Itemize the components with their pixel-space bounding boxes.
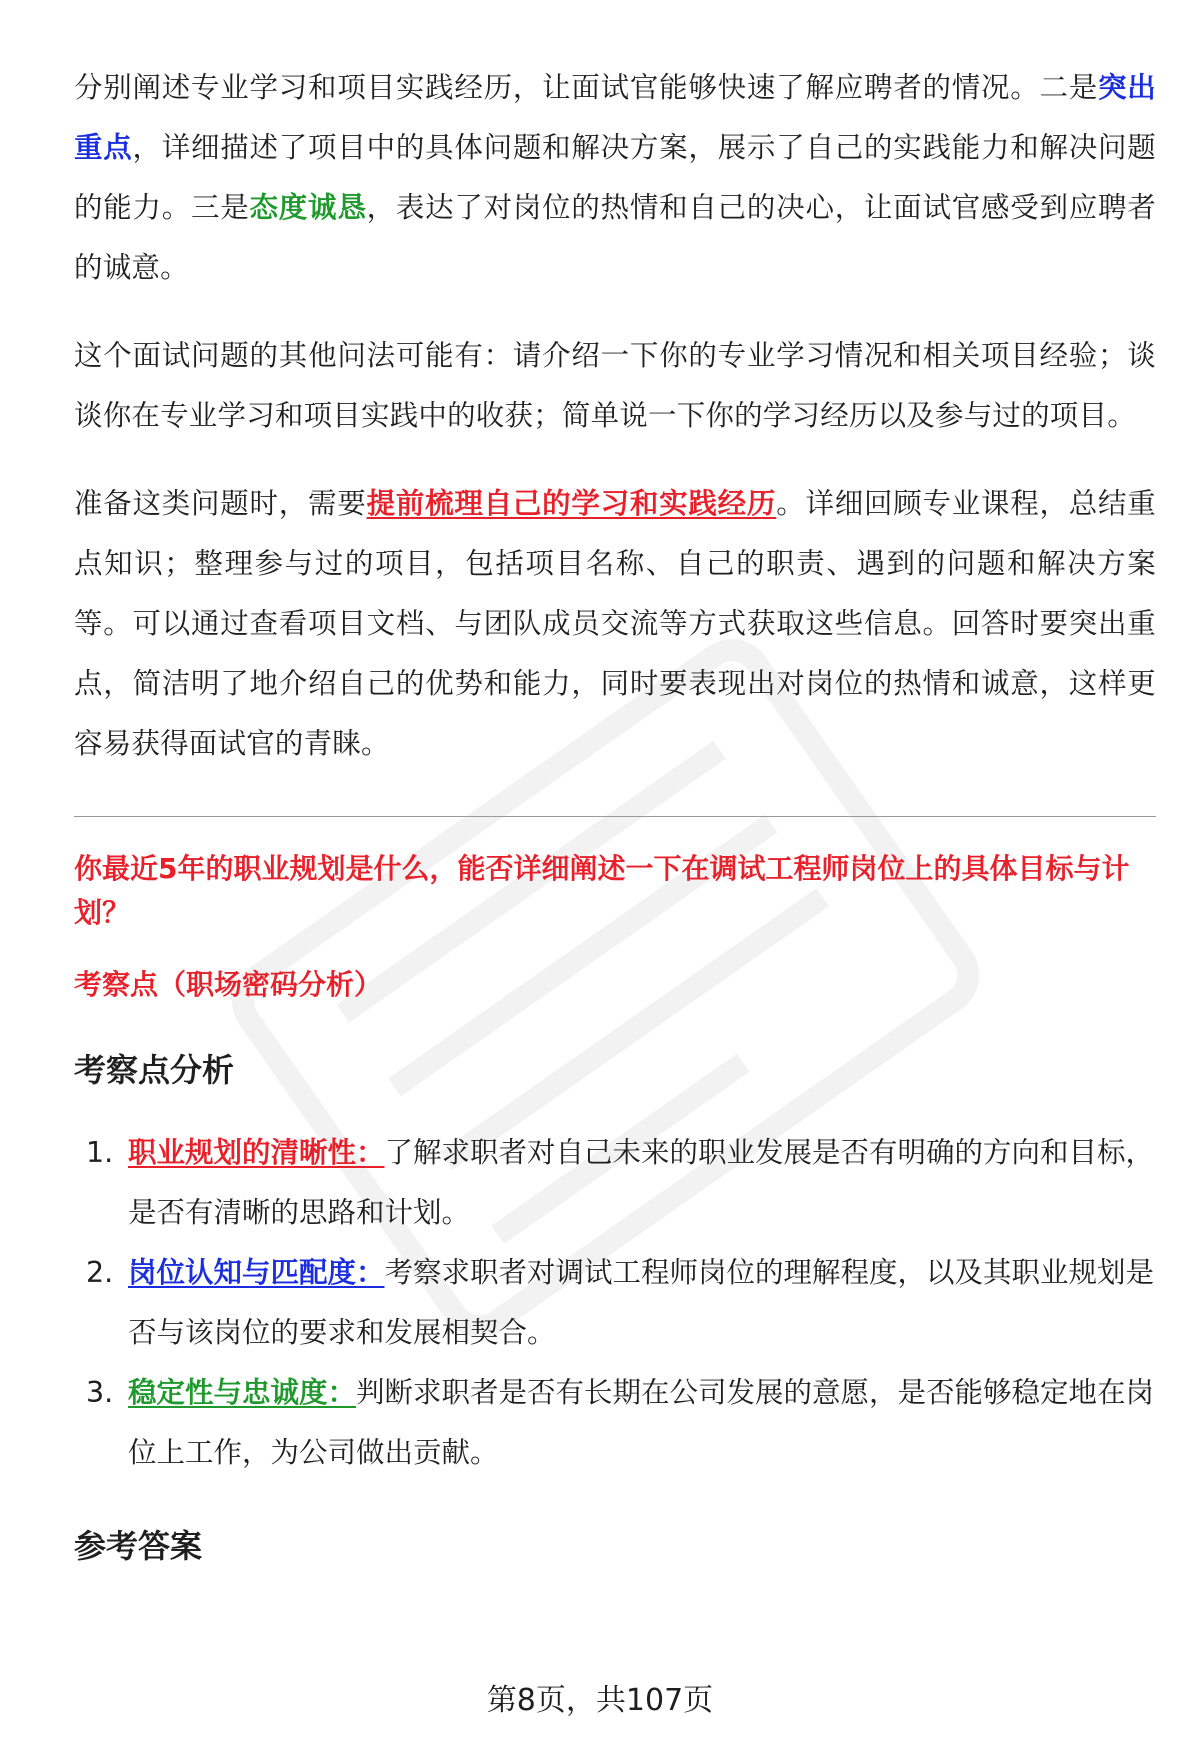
intro-text-1: 分别阐述专业学习和项目实践经历，让面试官能够快速了解应聘者的情况。二是 (74, 71, 1099, 104)
page-footer: 第8页，共107页 (486, 1683, 714, 1718)
item-number: 3. (86, 1376, 114, 1409)
item-text: 了解求职者对自己未来的职业发展是否有明确的方向和目标，是否有清晰的思路和计划。 (128, 1136, 1155, 1229)
item-number: 1. (86, 1136, 114, 1169)
prep-text-1: 准备这类问题时，需要 (74, 487, 367, 520)
prep-text-2: 。详细回顾专业课程，总结重点知识；整理参与过的项目，包括项目名称、自己的职责、遇到的问题和解决方案等。可以通过查看项目文档、与团队成员交流等方式获取这些信息。回答时要突出重点，简洁明了地介绍自己的优势和能力，同时要表现出对岗位的热情和诚意，这样更容易获得面试官的青睐。 (74, 487, 1156, 760)
intro-paragraph (74, 58, 1156, 298)
analysis-list (74, 1123, 1156, 1483)
highlight-prepare: 提前梳理自己的学习和实践经历 (366, 487, 777, 520)
list-item (74, 1363, 1156, 1483)
item-key: 稳定性与忠诚度： (128, 1376, 357, 1409)
list-item (74, 1243, 1156, 1363)
intro-text-3: ，表达了对岗位的热情和自己的决心，让面试官感受到应聘者的诚意。 (74, 191, 1156, 284)
highlight-focus: 突出重点 (74, 71, 1156, 164)
other-questions-paragraph: 这个面试问题的其他问法可能有：请介绍一下你的专业学习情况和相关项目经验；谈谈你在专业学习和项目实践中的收获；简单说一下你的学习经历以及参与过的项目。 (74, 339, 1156, 432)
interview-question: 你最近5年的职业规划是什么，能否详细阐述一下在调试工程师岗位上的具体目标与计划？ (74, 852, 1130, 929)
item-key: 岗位认知与匹配度： (128, 1256, 385, 1289)
section-divider (74, 816, 1156, 817)
document-page (74, 58, 1156, 1569)
analysis-title: 考察点分析 (74, 1051, 235, 1089)
prep-paragraph (74, 474, 1156, 774)
intro-text-2: ，详细描述了项目中的具体问题和解决方案，展示了自己的实践能力和解决问题的能力。三是 (74, 131, 1156, 224)
highlight-sincere: 态度诚恳 (249, 191, 367, 224)
list-item (74, 1123, 1156, 1243)
examine-label: 考察点（职场密码分析） (74, 968, 383, 1001)
item-number: 2. (86, 1256, 114, 1289)
answer-title: 参考答案 (74, 1527, 203, 1565)
item-key: 职业规划的清晰性： (128, 1136, 385, 1169)
item-text: 判断求职者是否有长期在公司发展的意愿，是否能够稳定地在岗位上工作，为公司做出贡献。 (128, 1376, 1155, 1469)
item-text: 考察求职者对调试工程师岗位的理解程度，以及其职业规划是否与该岗位的要求和发展相契合。 (128, 1256, 1155, 1349)
